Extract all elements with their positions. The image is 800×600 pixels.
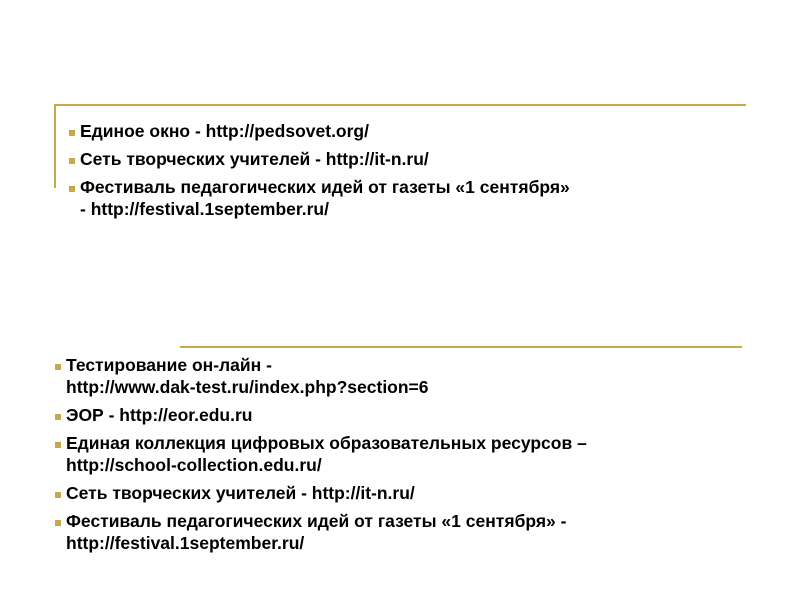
item-text: Единая коллекция цифровых образовательных ресурсов – — [66, 433, 587, 453]
item-text: Фестиваль педагогических идей от газеты «1 сентября» - — [66, 511, 567, 531]
square-bullet-icon — [55, 520, 61, 526]
top-divider-line — [54, 104, 746, 106]
square-bullet-icon — [55, 414, 61, 420]
bottom-divider-line — [180, 346, 742, 348]
list-item — [54, 510, 587, 554]
list-item — [54, 432, 587, 476]
item-text: Фестиваль педагогических идей от газеты «1 сентября» — [80, 177, 570, 197]
item-text: Сеть творческих учителей - http://it-n.ru/ — [80, 149, 429, 169]
square-bullet-icon — [69, 130, 75, 136]
item-text: Сеть творческих учителей - http://it-n.ru/ — [66, 483, 415, 503]
square-bullet-icon — [55, 364, 61, 370]
item-text-continued: - http://festival.1september.ru/ — [80, 199, 329, 219]
square-bullet-icon — [55, 442, 61, 448]
item-text-continued: http://school-collection.edu.ru/ — [66, 455, 322, 475]
square-bullet-icon — [69, 186, 75, 192]
item-text-continued: http://festival.1september.ru/ — [66, 533, 305, 553]
item-text-continued: http://www.dak-test.ru/index.php?section=6 — [66, 377, 429, 397]
top-link-list — [68, 120, 570, 226]
list-item — [54, 354, 587, 398]
square-bullet-icon — [69, 158, 75, 164]
top-vertical-accent-line — [54, 104, 56, 188]
list-item — [54, 404, 587, 426]
list-item — [68, 148, 570, 170]
list-item — [54, 482, 587, 504]
square-bullet-icon — [55, 492, 61, 498]
list-item — [68, 120, 570, 142]
bottom-link-list — [54, 354, 587, 560]
item-text: Единое окно - http://pedsovet.org/ — [80, 121, 369, 141]
item-text: Тестирование он-лайн - — [66, 355, 272, 375]
item-text: ЭОР - http://eor.edu.ru — [66, 405, 253, 425]
list-item — [68, 176, 570, 220]
